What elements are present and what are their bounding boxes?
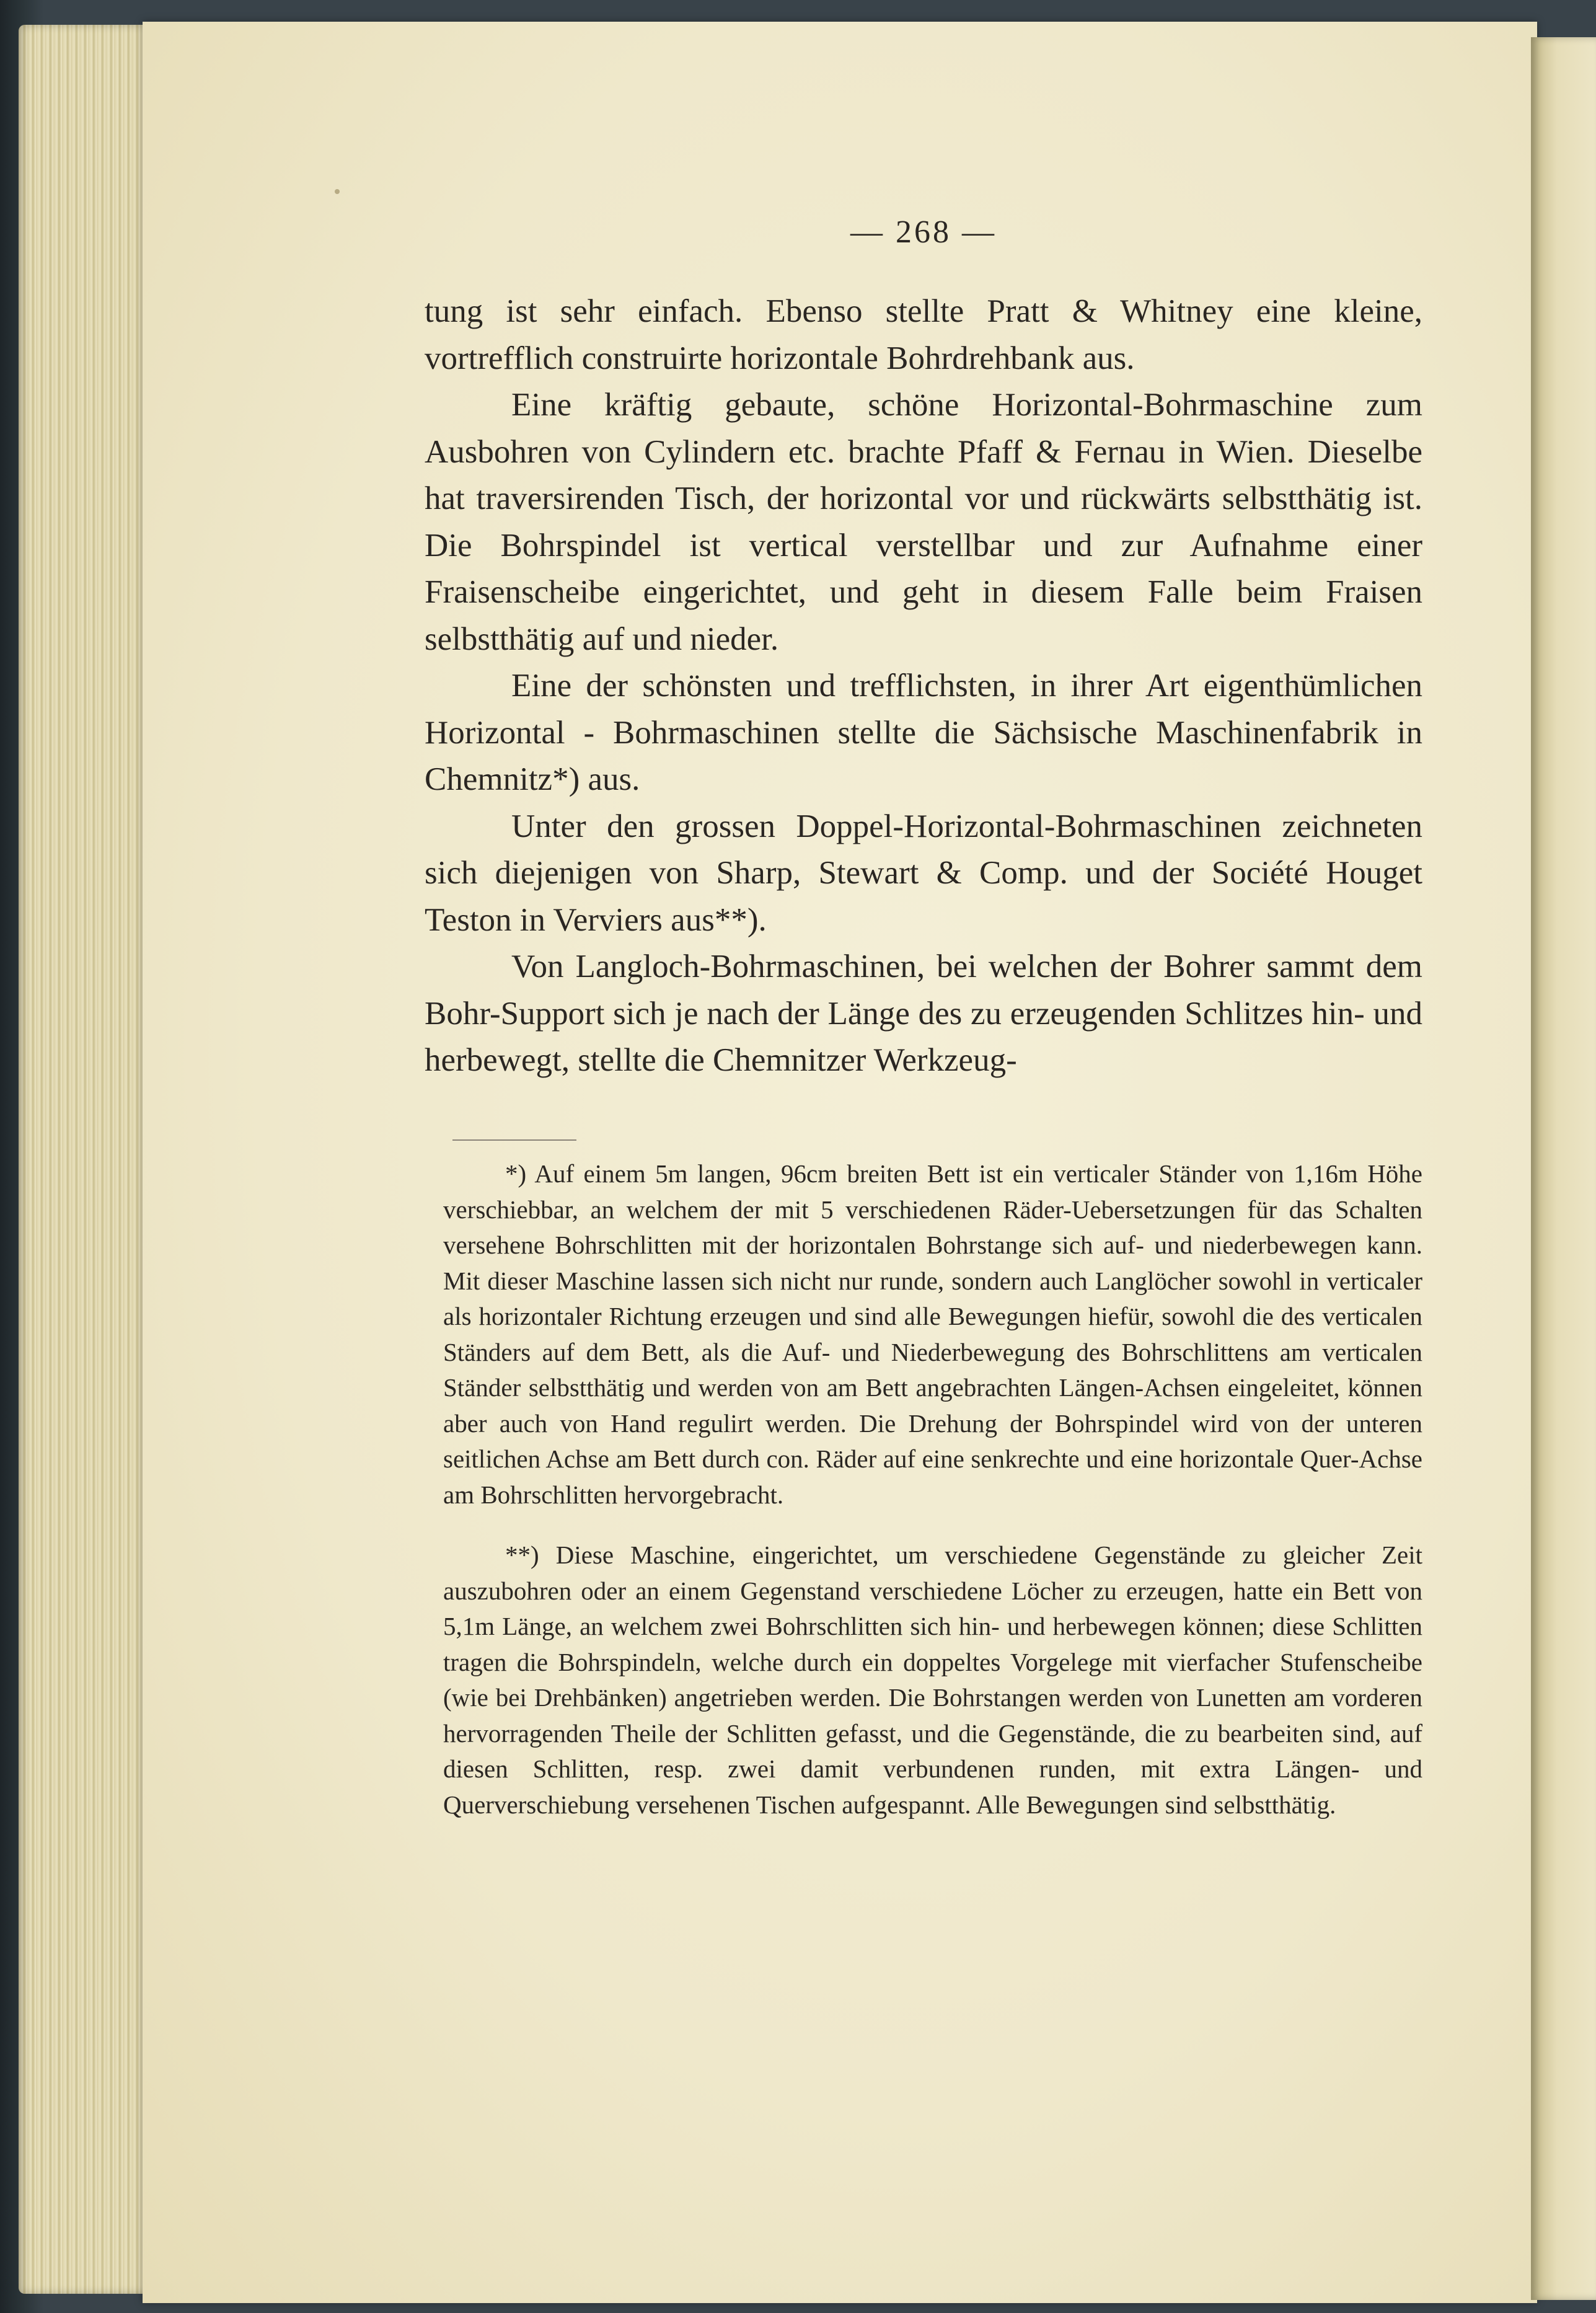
page-number: — 268 — <box>850 214 997 250</box>
paragraph: Eine der schönsten und trefflichsten, in ihrer Art eigenthümlichen Horizontal - Bohrmaschinen stellte die Sächsische Maschinenfabrik in Chemnitz*) aus. <box>425 668 1422 797</box>
paragraph: Unter den grossen Doppel-Horizontal-Bohrmaschinen zeichneten sich diejenigen von Sharp, Stewart & Comp. und der Société Houget Teston in Verviers aus**). <box>425 808 1422 938</box>
paragraph: Von Langloch-Bohrmaschinen, bei welchen der Bohrer sammt dem Bohr-Support sich je nach der Länge des zu erzeugenden Schlitzes hin- und herbewegt, stellte die Chemnitzer Werkzeug- <box>425 949 1422 1078</box>
paper-speck <box>335 189 340 194</box>
paragraph: tung ist sehr einfach. Ebenso stellte Pratt & Whitney eine kleine, vortrefflich construirte horizontale Bohrdrehbank aus. <box>425 293 1422 376</box>
footnote: **) Diese Maschine, eingerichtet, um verschiedene Gegenstände zu gleicher Zeit auszubohren oder an einem Gegenstand verschiedene Löcher zu erzeugen, hatte ein Bett von 5,1m Länge, an welchem zwei Bohrschlitten sich hin- und herbewegen können; diese Schlitten tragen die Bohrspindeln, welche durch ein doppeltes Vorgelege mit vierfacher Stufenscheibe (wie bei Drehbänken) angetrieben werden. Die Bohrstangen werden von Lunetten am vorderen hervorragenden Theile der Schlitten gefasst, und die Gegenstände, die zu bearbeiten sind, auf diesen Schlitten, resp. zwei damit verbundenen runden, mit extra Längen- und Querverschiebung versehenen Tischen aufgespannt. Alle Bewegungen sind selbstthätig. <box>443 1541 1422 1819</box>
main-text-body <box>425 288 1422 1084</box>
paragraph: Eine kräftig gebaute, schöne Horizontal-Bohrmaschine zum Ausbohren von Cylindern etc. brachte Pfaff & Fernau in Wien. Dieselbe hat traversirenden Tisch, der horizontal vor und rückwärts selbstthätig ist. Die Bohrspindel ist vertical verstellbar und zur Aufnahme einer Fraisenscheibe eingerichtet, und geht in diesem Falle beim Fraisen selbstthätig auf und nieder. <box>425 387 1422 657</box>
facing-page-edge <box>1531 37 1596 2300</box>
footnotes <box>443 1156 1422 1823</box>
footnote: *) Auf einem 5m langen, 96cm breiten Bett ist ein verticaler Ständer von 1,16m Höhe verschiebbar, an welchem der mit 5 verschiedenen Räder-Uebersetzungen für das Schalten versehene Bohrschlitten mit der horizontalen Bohrstange sich auf- und niederbewegen kann. Mit dieser Maschine lassen sich nicht nur runde, sondern auch Langlöcher sowohl in verticaler als horizontaler Richtung erzeugen und sind alle Bewegungen hiefür, sowohl die des verticalen Ständers auf dem Bett, als die Auf- und Niederbewegung des Bohrschlittens am verticalen Ständer selbstthätig und werden von am Bett angebrachten Längen-Achsen eingeleitet, können aber auch von Hand regulirt werden. Die Drehung der Bohrspindel wird von der unteren seitlichen Achse am Bett durch con. Räder auf eine senkrechte und eine horizontale Quer-Achse am Bohrschlitten hervorgebracht. <box>443 1159 1422 1509</box>
footnote-separator <box>452 1139 576 1141</box>
